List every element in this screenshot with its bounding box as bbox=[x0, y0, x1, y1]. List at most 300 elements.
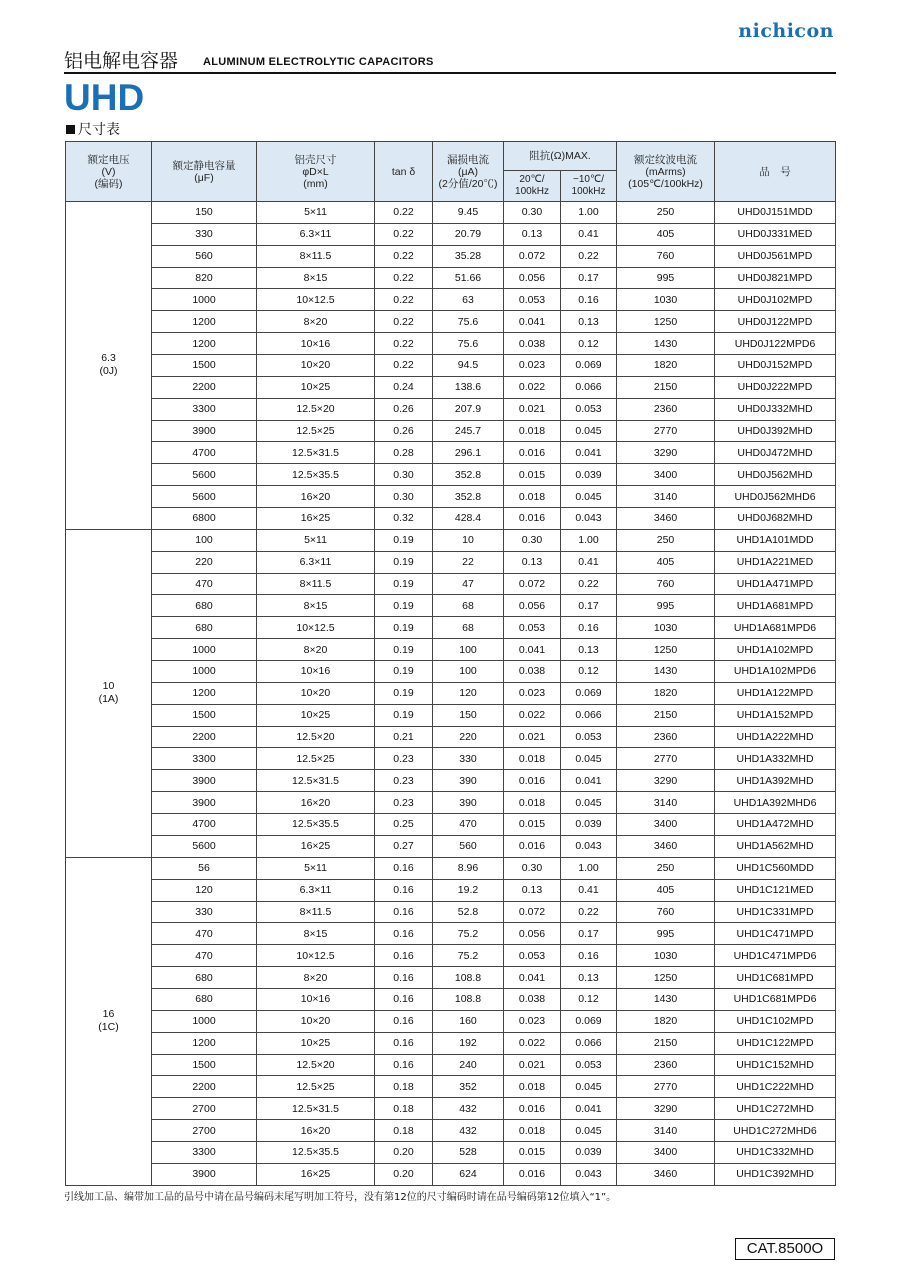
case-size-cell: 10×12.5 bbox=[257, 617, 375, 639]
leakage-cell: 63 bbox=[433, 289, 504, 311]
impedance-20c-cell: 0.023 bbox=[504, 682, 561, 704]
part-number-cell: UHD1A472MHD bbox=[715, 814, 836, 836]
part-number-cell: UHD1C152MHD bbox=[715, 1054, 836, 1076]
impedance-minus10c-cell: 0.045 bbox=[561, 1120, 617, 1142]
voltage-group-cell bbox=[66, 529, 152, 857]
leakage-cell: 150 bbox=[433, 704, 504, 726]
impedance-20c-cell: 0.30 bbox=[504, 857, 561, 879]
capacitance-cell: 1500 bbox=[152, 1054, 257, 1076]
case-size-cell: 5×11 bbox=[257, 529, 375, 551]
impedance-minus10c-cell: 0.41 bbox=[561, 551, 617, 573]
leakage-cell: 51.66 bbox=[433, 267, 504, 289]
capacitance-cell: 820 bbox=[152, 267, 257, 289]
capacitance-cell: 560 bbox=[152, 245, 257, 267]
impedance-minus10c-cell: 0.17 bbox=[561, 923, 617, 945]
leakage-cell: 428.4 bbox=[433, 508, 504, 530]
capacitance-cell: 2700 bbox=[152, 1098, 257, 1120]
part-number-cell: UHD0J472MHD bbox=[715, 442, 836, 464]
table-row bbox=[66, 835, 836, 857]
ripple-cell: 3290 bbox=[617, 1098, 715, 1120]
case-size-cell: 8×20 bbox=[257, 639, 375, 661]
tan-cell: 0.19 bbox=[375, 617, 433, 639]
tan-cell: 0.16 bbox=[375, 1054, 433, 1076]
impedance-20c-cell: 0.056 bbox=[504, 923, 561, 945]
ripple-cell: 1030 bbox=[617, 945, 715, 967]
leakage-cell: 52.8 bbox=[433, 901, 504, 923]
part-number-cell: UHD1A332MHD bbox=[715, 748, 836, 770]
ripple-cell: 995 bbox=[617, 923, 715, 945]
part-number-cell: UHD1A101MDD bbox=[715, 529, 836, 551]
leakage-cell: 68 bbox=[433, 617, 504, 639]
section-title bbox=[66, 119, 120, 139]
case-size-cell: 12.5×31.5 bbox=[257, 1098, 375, 1120]
impedance-minus10c-cell: 0.069 bbox=[561, 1010, 617, 1032]
voltage-value: 6.3 bbox=[101, 352, 116, 365]
case-size-cell: 10×20 bbox=[257, 1010, 375, 1032]
ripple-cell: 2150 bbox=[617, 704, 715, 726]
leakage-cell: 108.8 bbox=[433, 967, 504, 989]
impedance-minus10c-cell: 0.41 bbox=[561, 879, 617, 901]
leakage-cell: 528 bbox=[433, 1141, 504, 1163]
part-number-cell: UHD1C331MPD bbox=[715, 901, 836, 923]
case-size-cell: 6.3×11 bbox=[257, 551, 375, 573]
case-size-cell: 16×20 bbox=[257, 792, 375, 814]
tan-cell: 0.22 bbox=[375, 245, 433, 267]
part-number-cell: UHD1C471MPD bbox=[715, 923, 836, 945]
tan-cell: 0.16 bbox=[375, 1032, 433, 1054]
impedance-20c-cell: 0.072 bbox=[504, 901, 561, 923]
case-size-cell: 8×15 bbox=[257, 595, 375, 617]
capacitance-cell: 5600 bbox=[152, 486, 257, 508]
ripple-cell: 3400 bbox=[617, 464, 715, 486]
impedance-minus10c-cell: 0.12 bbox=[561, 661, 617, 683]
impedance-minus10c-cell: 0.12 bbox=[561, 988, 617, 1010]
ripple-cell: 1430 bbox=[617, 333, 715, 355]
col-header-ripple: 额定纹波电流 (mArms) (105℃/100kHz) bbox=[617, 142, 715, 202]
leakage-cell: 240 bbox=[433, 1054, 504, 1076]
ripple-cell: 995 bbox=[617, 267, 715, 289]
table-row bbox=[66, 901, 836, 923]
leakage-cell: 9.45 bbox=[433, 202, 504, 224]
ripple-cell: 3400 bbox=[617, 814, 715, 836]
case-size-cell: 8×20 bbox=[257, 311, 375, 333]
tan-cell: 0.19 bbox=[375, 551, 433, 573]
leakage-cell: 20.79 bbox=[433, 223, 504, 245]
capacitance-cell: 1200 bbox=[152, 682, 257, 704]
leakage-cell: 432 bbox=[433, 1120, 504, 1142]
capacitance-cell: 120 bbox=[152, 879, 257, 901]
leakage-cell: 8.96 bbox=[433, 857, 504, 879]
table-row bbox=[66, 1054, 836, 1076]
voltage-code: (1A) bbox=[98, 693, 119, 706]
impedance-minus10c-cell: 0.22 bbox=[561, 573, 617, 595]
footnote: 引线加工品、编带加工品的品号中请在品号编码末尾写明加工符号，没有第12位的尺寸编码时请在品号编码第12位填入“1”。 bbox=[64, 1192, 617, 1203]
capacitance-cell: 3900 bbox=[152, 420, 257, 442]
tan-cell: 0.30 bbox=[375, 486, 433, 508]
leakage-cell: 47 bbox=[433, 573, 504, 595]
part-number-cell: UHD0J392MHD bbox=[715, 420, 836, 442]
tan-cell: 0.22 bbox=[375, 202, 433, 224]
impedance-20c-cell: 0.015 bbox=[504, 464, 561, 486]
tan-cell: 0.20 bbox=[375, 1141, 433, 1163]
impedance-minus10c-cell: 0.22 bbox=[561, 901, 617, 923]
ripple-cell: 2770 bbox=[617, 1076, 715, 1098]
ripple-cell: 3140 bbox=[617, 1120, 715, 1142]
capacitance-cell: 1500 bbox=[152, 355, 257, 377]
impedance-minus10c-cell: 0.039 bbox=[561, 1141, 617, 1163]
tan-cell: 0.19 bbox=[375, 704, 433, 726]
case-size-cell: 12.5×25 bbox=[257, 748, 375, 770]
case-size-cell: 12.5×25 bbox=[257, 1076, 375, 1098]
capacitance-cell: 680 bbox=[152, 967, 257, 989]
impedance-minus10c-cell: 0.043 bbox=[561, 1163, 617, 1185]
leakage-cell: 22 bbox=[433, 551, 504, 573]
tan-cell: 0.30 bbox=[375, 464, 433, 486]
capacitance-cell: 56 bbox=[152, 857, 257, 879]
ripple-cell: 760 bbox=[617, 573, 715, 595]
table-row bbox=[66, 770, 836, 792]
impedance-20c-cell: 0.30 bbox=[504, 202, 561, 224]
capacitance-cell: 1200 bbox=[152, 333, 257, 355]
case-size-cell: 12.5×20 bbox=[257, 398, 375, 420]
capacitance-cell: 100 bbox=[152, 529, 257, 551]
capacitance-cell: 150 bbox=[152, 202, 257, 224]
capacitance-cell: 6800 bbox=[152, 508, 257, 530]
capacitance-cell: 2200 bbox=[152, 376, 257, 398]
tan-cell: 0.18 bbox=[375, 1120, 433, 1142]
ripple-cell: 1430 bbox=[617, 988, 715, 1010]
part-number-cell: UHD1C392MHD bbox=[715, 1163, 836, 1185]
case-size-cell: 8×15 bbox=[257, 267, 375, 289]
capacitance-cell: 2200 bbox=[152, 1076, 257, 1098]
tan-cell: 0.16 bbox=[375, 967, 433, 989]
ripple-cell: 1250 bbox=[617, 967, 715, 989]
tan-cell: 0.23 bbox=[375, 748, 433, 770]
tan-cell: 0.22 bbox=[375, 223, 433, 245]
voltage-group-cell bbox=[66, 857, 152, 1185]
tan-cell: 0.22 bbox=[375, 333, 433, 355]
case-size-cell: 6.3×11 bbox=[257, 223, 375, 245]
tan-cell: 0.32 bbox=[375, 508, 433, 530]
table-row bbox=[66, 661, 836, 683]
section-title-text: 尺寸表 bbox=[78, 122, 120, 138]
impedance-minus10c-cell: 0.066 bbox=[561, 376, 617, 398]
part-number-cell: UHD1C222MHD bbox=[715, 1076, 836, 1098]
capacitance-cell: 470 bbox=[152, 923, 257, 945]
ripple-cell: 1820 bbox=[617, 1010, 715, 1032]
case-size-cell: 16×20 bbox=[257, 1120, 375, 1142]
impedance-minus10c-cell: 0.041 bbox=[561, 770, 617, 792]
tan-cell: 0.22 bbox=[375, 289, 433, 311]
ripple-cell: 995 bbox=[617, 595, 715, 617]
ripple-cell: 3140 bbox=[617, 792, 715, 814]
capacitance-cell: 3300 bbox=[152, 748, 257, 770]
capacitance-cell: 3300 bbox=[152, 1141, 257, 1163]
impedance-20c-cell: 0.053 bbox=[504, 289, 561, 311]
part-number-cell: UHD1A102MPD6 bbox=[715, 661, 836, 683]
table-row bbox=[66, 267, 836, 289]
case-size-cell: 12.5×20 bbox=[257, 1054, 375, 1076]
leakage-cell: 75.2 bbox=[433, 923, 504, 945]
impedance-20c-cell: 0.016 bbox=[504, 508, 561, 530]
part-number-cell: UHD1C102MPD bbox=[715, 1010, 836, 1032]
case-size-cell: 6.3×11 bbox=[257, 879, 375, 901]
impedance-20c-cell: 0.023 bbox=[504, 355, 561, 377]
table-row bbox=[66, 508, 836, 530]
case-size-cell: 16×20 bbox=[257, 486, 375, 508]
case-size-cell: 8×11.5 bbox=[257, 901, 375, 923]
impedance-20c-cell: 0.015 bbox=[504, 1141, 561, 1163]
impedance-20c-cell: 0.018 bbox=[504, 1120, 561, 1142]
tan-cell: 0.19 bbox=[375, 573, 433, 595]
tan-cell: 0.18 bbox=[375, 1098, 433, 1120]
ripple-cell: 405 bbox=[617, 879, 715, 901]
col-header-impedance-20c: 20℃/ 100kHz bbox=[504, 171, 561, 202]
case-size-cell: 12.5×31.5 bbox=[257, 442, 375, 464]
table-row bbox=[66, 1010, 836, 1032]
tan-cell: 0.20 bbox=[375, 1163, 433, 1185]
tan-cell: 0.16 bbox=[375, 923, 433, 945]
case-size-cell: 12.5×35.5 bbox=[257, 1141, 375, 1163]
part-number-cell: UHD0J151MDD bbox=[715, 202, 836, 224]
table-row bbox=[66, 814, 836, 836]
capacitance-cell: 4700 bbox=[152, 442, 257, 464]
tan-cell: 0.18 bbox=[375, 1076, 433, 1098]
ripple-cell: 1250 bbox=[617, 639, 715, 661]
leakage-cell: 560 bbox=[433, 835, 504, 857]
table-row bbox=[66, 1120, 836, 1142]
ripple-cell: 2770 bbox=[617, 748, 715, 770]
impedance-minus10c-cell: 0.16 bbox=[561, 289, 617, 311]
impedance-20c-cell: 0.016 bbox=[504, 1098, 561, 1120]
leakage-cell: 100 bbox=[433, 661, 504, 683]
leakage-cell: 330 bbox=[433, 748, 504, 770]
impedance-minus10c-cell: 1.00 bbox=[561, 857, 617, 879]
ripple-cell: 405 bbox=[617, 551, 715, 573]
impedance-minus10c-cell: 0.13 bbox=[561, 311, 617, 333]
case-size-cell: 16×25 bbox=[257, 508, 375, 530]
col-header-impedance-minus10c: −10℃/ 100kHz bbox=[561, 171, 617, 202]
case-size-cell: 10×16 bbox=[257, 661, 375, 683]
part-number-cell: UHD1A102MPD bbox=[715, 639, 836, 661]
impedance-minus10c-cell: 0.041 bbox=[561, 442, 617, 464]
impedance-20c-cell: 0.018 bbox=[504, 420, 561, 442]
part-number-cell: UHD0J332MHD bbox=[715, 398, 836, 420]
impedance-20c-cell: 0.022 bbox=[504, 1032, 561, 1054]
case-size-cell: 10×16 bbox=[257, 333, 375, 355]
tan-cell: 0.26 bbox=[375, 398, 433, 420]
table-row bbox=[66, 704, 836, 726]
case-size-cell: 8×15 bbox=[257, 923, 375, 945]
ripple-cell: 3290 bbox=[617, 442, 715, 464]
part-number-cell: UHD1A471MPD bbox=[715, 573, 836, 595]
capacitance-cell: 1200 bbox=[152, 311, 257, 333]
impedance-20c-cell: 0.018 bbox=[504, 792, 561, 814]
part-number-cell: UHD0J331MED bbox=[715, 223, 836, 245]
impedance-minus10c-cell: 0.069 bbox=[561, 355, 617, 377]
impedance-20c-cell: 0.056 bbox=[504, 595, 561, 617]
table-row bbox=[66, 1076, 836, 1098]
tan-cell: 0.26 bbox=[375, 420, 433, 442]
capacitance-cell: 2700 bbox=[152, 1120, 257, 1142]
case-size-cell: 10×16 bbox=[257, 988, 375, 1010]
tan-cell: 0.16 bbox=[375, 879, 433, 901]
impedance-minus10c-cell: 0.053 bbox=[561, 398, 617, 420]
table-row bbox=[66, 355, 836, 377]
table-row bbox=[66, 923, 836, 945]
impedance-20c-cell: 0.13 bbox=[504, 551, 561, 573]
part-number-cell: UHD1A222MHD bbox=[715, 726, 836, 748]
case-size-cell: 10×25 bbox=[257, 1032, 375, 1054]
capacitance-cell: 3300 bbox=[152, 398, 257, 420]
ripple-cell: 1820 bbox=[617, 355, 715, 377]
impedance-20c-cell: 0.041 bbox=[504, 311, 561, 333]
leakage-cell: 108.8 bbox=[433, 988, 504, 1010]
part-number-cell: UHD0J821MPD bbox=[715, 267, 836, 289]
ripple-cell: 3460 bbox=[617, 1163, 715, 1185]
part-number-cell: UHD0J561MPD bbox=[715, 245, 836, 267]
table-row bbox=[66, 245, 836, 267]
part-number-cell: UHD0J222MPD bbox=[715, 376, 836, 398]
case-size-cell: 12.5×35.5 bbox=[257, 814, 375, 836]
voltage-value: 16 bbox=[102, 1008, 115, 1021]
table-row bbox=[66, 376, 836, 398]
case-size-cell: 12.5×25 bbox=[257, 420, 375, 442]
ripple-cell: 3290 bbox=[617, 770, 715, 792]
ripple-cell: 2150 bbox=[617, 1032, 715, 1054]
table-row bbox=[66, 289, 836, 311]
table-row bbox=[66, 748, 836, 770]
table-row bbox=[66, 223, 836, 245]
leakage-cell: 432 bbox=[433, 1098, 504, 1120]
impedance-minus10c-cell: 0.039 bbox=[561, 814, 617, 836]
impedance-minus10c-cell: 0.045 bbox=[561, 1076, 617, 1098]
capacitance-cell: 5600 bbox=[152, 464, 257, 486]
leakage-cell: 120 bbox=[433, 682, 504, 704]
part-number-cell: UHD1A392MHD6 bbox=[715, 792, 836, 814]
impedance-minus10c-cell: 0.17 bbox=[561, 267, 617, 289]
leakage-cell: 75.6 bbox=[433, 311, 504, 333]
table-row bbox=[66, 529, 836, 551]
col-header-voltage: 额定电压 (V) (编码) bbox=[66, 142, 152, 202]
capacitance-cell: 1500 bbox=[152, 704, 257, 726]
capacitance-cell: 3900 bbox=[152, 1163, 257, 1185]
impedance-minus10c-cell: 0.039 bbox=[561, 464, 617, 486]
impedance-minus10c-cell: 0.043 bbox=[561, 508, 617, 530]
header-title-cn: 铝电解电容器 bbox=[64, 50, 179, 72]
impedance-minus10c-cell: 0.16 bbox=[561, 945, 617, 967]
leakage-cell: 100 bbox=[433, 639, 504, 661]
voltage-code: (1C) bbox=[98, 1021, 119, 1034]
tan-cell: 0.19 bbox=[375, 529, 433, 551]
leakage-cell: 220 bbox=[433, 726, 504, 748]
capacitance-cell: 4700 bbox=[152, 814, 257, 836]
impedance-20c-cell: 0.041 bbox=[504, 967, 561, 989]
table-row bbox=[66, 1098, 836, 1120]
case-size-cell: 12.5×35.5 bbox=[257, 464, 375, 486]
impedance-minus10c-cell: 0.066 bbox=[561, 1032, 617, 1054]
impedance-20c-cell: 0.041 bbox=[504, 639, 561, 661]
impedance-minus10c-cell: 0.045 bbox=[561, 486, 617, 508]
impedance-minus10c-cell: 0.045 bbox=[561, 748, 617, 770]
col-header-tan: tan δ bbox=[375, 142, 433, 202]
case-size-cell: 10×12.5 bbox=[257, 289, 375, 311]
capacitance-cell: 2200 bbox=[152, 726, 257, 748]
part-number-cell: UHD1A392MHD bbox=[715, 770, 836, 792]
impedance-20c-cell: 0.022 bbox=[504, 376, 561, 398]
tan-cell: 0.27 bbox=[375, 835, 433, 857]
impedance-minus10c-cell: 0.069 bbox=[561, 682, 617, 704]
ripple-cell: 250 bbox=[617, 529, 715, 551]
part-number-cell: UHD1C272MHD bbox=[715, 1098, 836, 1120]
case-size-cell: 5×11 bbox=[257, 202, 375, 224]
impedance-20c-cell: 0.023 bbox=[504, 1010, 561, 1032]
tan-cell: 0.19 bbox=[375, 682, 433, 704]
leakage-cell: 470 bbox=[433, 814, 504, 836]
impedance-minus10c-cell: 0.043 bbox=[561, 835, 617, 857]
impedance-minus10c-cell: 0.041 bbox=[561, 1098, 617, 1120]
ripple-cell: 760 bbox=[617, 245, 715, 267]
leakage-cell: 207.9 bbox=[433, 398, 504, 420]
impedance-20c-cell: 0.13 bbox=[504, 879, 561, 901]
table-row bbox=[66, 486, 836, 508]
impedance-20c-cell: 0.022 bbox=[504, 704, 561, 726]
leakage-cell: 624 bbox=[433, 1163, 504, 1185]
table-row bbox=[66, 1032, 836, 1054]
voltage-value: 10 bbox=[102, 680, 115, 693]
impedance-minus10c-cell: 0.22 bbox=[561, 245, 617, 267]
part-number-cell: UHD0J102MPD bbox=[715, 289, 836, 311]
ripple-cell: 1030 bbox=[617, 617, 715, 639]
table-row bbox=[66, 1141, 836, 1163]
ripple-cell: 2360 bbox=[617, 1054, 715, 1076]
voltage-code: (0J) bbox=[99, 365, 118, 378]
part-number-cell: UHD1C560MDD bbox=[715, 857, 836, 879]
impedance-20c-cell: 0.021 bbox=[504, 726, 561, 748]
part-number-cell: UHD1A681MPD bbox=[715, 595, 836, 617]
part-number-cell: UHD0J122MPD6 bbox=[715, 333, 836, 355]
ripple-cell: 1250 bbox=[617, 311, 715, 333]
dimensions-table bbox=[65, 141, 836, 1186]
capacitance-cell: 1000 bbox=[152, 289, 257, 311]
table-body bbox=[66, 202, 836, 1186]
part-number-cell: UHD1C332MHD bbox=[715, 1141, 836, 1163]
part-number-cell: UHD1C122MPD bbox=[715, 1032, 836, 1054]
tan-cell: 0.16 bbox=[375, 901, 433, 923]
case-size-cell: 10×25 bbox=[257, 376, 375, 398]
col-header-case-size: 铝壳尺寸 φD×L (mm) bbox=[257, 142, 375, 202]
leakage-cell: 19.2 bbox=[433, 879, 504, 901]
table-row bbox=[66, 988, 836, 1010]
impedance-minus10c-cell: 0.053 bbox=[561, 1054, 617, 1076]
table-row bbox=[66, 595, 836, 617]
square-bullet-icon bbox=[66, 125, 75, 134]
leakage-cell: 296.1 bbox=[433, 442, 504, 464]
capacitance-cell: 680 bbox=[152, 595, 257, 617]
tan-cell: 0.28 bbox=[375, 442, 433, 464]
case-size-cell: 8×11.5 bbox=[257, 573, 375, 595]
impedance-minus10c-cell: 0.13 bbox=[561, 639, 617, 661]
leakage-cell: 94.5 bbox=[433, 355, 504, 377]
part-number-cell: UHD1A152MPD bbox=[715, 704, 836, 726]
page-header bbox=[64, 46, 836, 74]
leakage-cell: 75.2 bbox=[433, 945, 504, 967]
impedance-20c-cell: 0.021 bbox=[504, 398, 561, 420]
capacitance-cell: 1000 bbox=[152, 661, 257, 683]
impedance-20c-cell: 0.018 bbox=[504, 486, 561, 508]
capacitance-cell: 5600 bbox=[152, 835, 257, 857]
table-row bbox=[66, 202, 836, 224]
